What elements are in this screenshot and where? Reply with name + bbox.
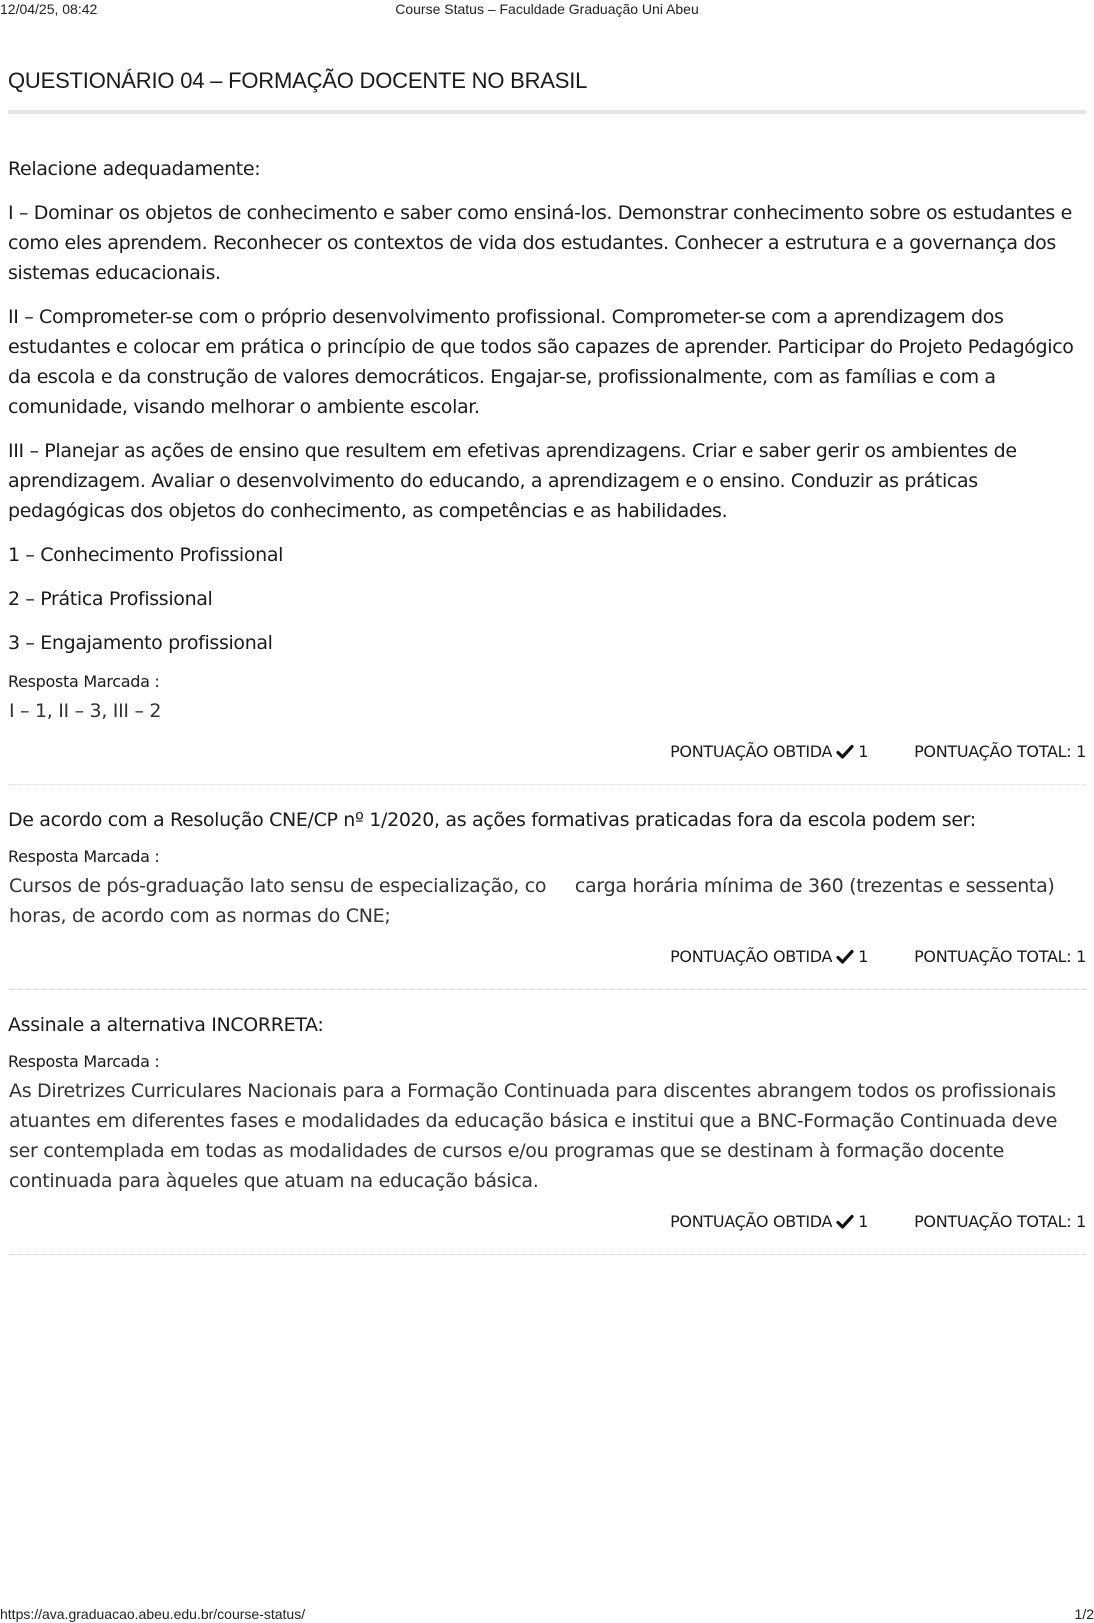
question-prompt: Assinale a alternativa INCORRETA: [8, 1014, 324, 1036]
score-row [8, 742, 1086, 785]
print-datetime: 12/04/25, 08:42 [0, 1, 98, 17]
print-url: https://ava.graduacao.abeu.edu.br/course-status/ [0, 1606, 306, 1622]
score-row [8, 947, 1086, 990]
score-obtained-value: 1 [858, 742, 869, 761]
score-total-value: 1 [1076, 1212, 1086, 1231]
score-total-label: PONTUAÇÃO TOTAL: [914, 947, 1072, 966]
question-item-iii: III – Planejar as ações de ensino que resultem em efetivas aprendizagens. Criar e saber gerir os ambientes de aprendizagem. Avaliar o desenvolvimento do educando, a aprendizagem e o ensino. Conduzir as práticas pedagógicas dos objetos do conhecimento, as competências e as habilidades. [8, 440, 1017, 522]
question-3 [8, 1010, 1086, 1255]
check-icon [836, 948, 854, 966]
print-footer [0, 1605, 1094, 1623]
question-text [8, 154, 1086, 658]
question-option-3: 3 – Engajamento profissional [8, 632, 273, 654]
score-obtained [670, 1212, 868, 1232]
score-total-value: 1 [1076, 947, 1086, 966]
score-obtained-value: 1 [858, 1212, 869, 1231]
question-text [8, 805, 1086, 835]
answer-label: Resposta Marcada : [8, 1052, 160, 1071]
score-obtained [670, 947, 868, 967]
score-row [8, 1212, 1086, 1255]
answer-value: I – 1, II – 3, III – 2 [9, 700, 162, 722]
score-obtained-label: PONTUAÇÃO OBTIDA [670, 947, 833, 966]
question-prompt: De acordo com a Resolução CNE/CP nº 1/2020, as ações formativas praticadas fora da escola podem ser: [8, 809, 976, 831]
question-1 [8, 154, 1086, 785]
title-divider [8, 110, 1086, 114]
score-total [914, 947, 1086, 967]
score-obtained-label: PONTUAÇÃO OBTIDA [670, 1212, 833, 1231]
score-obtained-label: PONTUAÇÃO OBTIDA [670, 742, 833, 761]
question-option-1: 1 – Conhecimento Profissional [8, 544, 284, 566]
print-page-title: Course Status – Faculdade Graduação Uni Abeu [395, 1, 699, 17]
score-total [914, 1212, 1086, 1232]
score-total-label: PONTUAÇÃO TOTAL: [914, 742, 1072, 761]
check-icon [836, 743, 854, 761]
score-obtained [670, 742, 868, 762]
answer-label: Resposta Marcada : [8, 847, 160, 866]
score-total-value: 1 [1076, 742, 1086, 761]
check-icon [836, 1213, 854, 1231]
print-header [0, 0, 1094, 18]
answer-value: Cursos de pós-graduação lato sensu de especialização, co carga horária mínima de 360 (trezentas e sessenta) horas, de acordo com as normas do CNE; [9, 875, 1061, 927]
question-2 [8, 805, 1086, 990]
score-total-label: PONTUAÇÃO TOTAL: [914, 1212, 1072, 1231]
answer-label: Resposta Marcada : [8, 672, 160, 691]
print-page-number: 1/2 [1074, 1606, 1094, 1622]
score-obtained-value: 1 [858, 947, 869, 966]
answer-value: As Diretrizes Curriculares Nacionais para a Formação Continuada para discentes abrangem todos os profissionais atuantes em diferentes fases e modalidades da educação básica e institui que a BNC-Formação Continuada deve ser contemplada em todas as modalidades de cursos e/ou programas que se destinam à formação docente continuada para àqueles que atuam na educação básica. [9, 1080, 1058, 1192]
score-total [914, 742, 1086, 762]
question-option-2: 2 – Prática Profissional [8, 588, 213, 610]
question-item-ii: II – Comprometer-se com o próprio desenvolvimento profissional. Comprometer-se com a aprendizagem dos estudantes e colocar em prática o princípio de que todos são capazes de aprender. Participar do Projeto Pedagógico da escola e da construção de valores democráticos. Engajar-se, profissionalmente, com as famílias e com a comunidade, visando melhorar o ambiente escolar. [8, 306, 1074, 418]
question-text [8, 1010, 1086, 1040]
question-item-i: I – Dominar os objetos de conhecimento e saber como ensiná-los. Demonstrar conhecimento sobre os estudantes e como eles aprendem. Reconhecer os contextos de vida dos estudantes. Conhecer a estrutura e a governança dos sistemas educacionais. [8, 202, 1072, 284]
question-prompt: Relacione adequadamente: [8, 158, 261, 180]
page-title: QUESTIONÁRIO 04 – FORMAÇÃO DOCENTE NO BRASIL [8, 68, 588, 93]
course-status-content [8, 60, 1086, 1255]
